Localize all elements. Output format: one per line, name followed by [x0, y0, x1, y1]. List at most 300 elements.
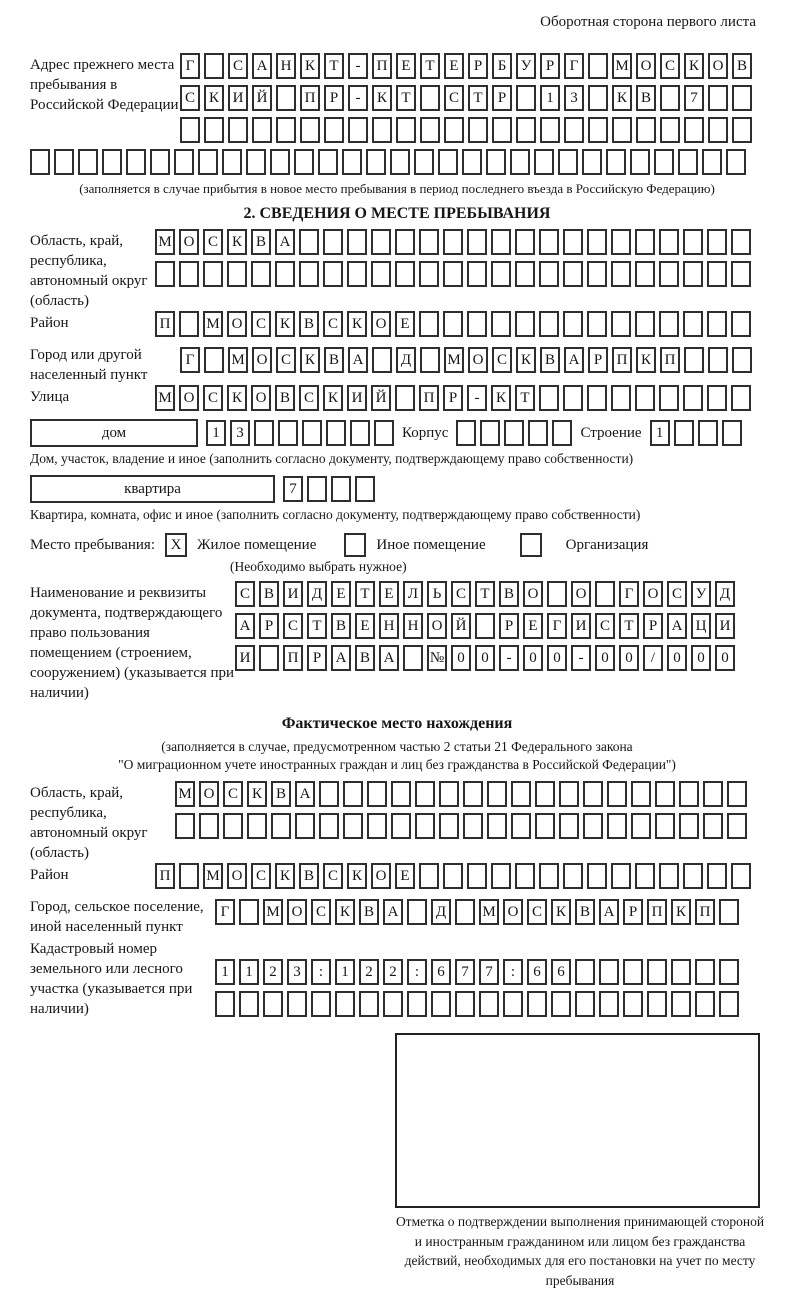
char-cell[interactable] — [371, 261, 391, 287]
char-cell[interactable] — [731, 229, 751, 255]
char-cell[interactable]: : — [407, 959, 427, 985]
char-cell[interactable] — [343, 781, 363, 807]
char-cell[interactable] — [534, 149, 554, 175]
char-cell[interactable] — [374, 420, 394, 446]
char-cell[interactable]: В — [499, 581, 519, 607]
char-cell[interactable] — [319, 813, 339, 839]
char-cell[interactable] — [623, 959, 643, 985]
char-cell[interactable]: О — [523, 581, 543, 607]
char-cell[interactable] — [636, 117, 656, 143]
apartment-type-box[interactable]: квартира — [30, 475, 275, 503]
char-cell[interactable] — [552, 420, 572, 446]
char-cell[interactable]: В — [271, 781, 291, 807]
char-cell[interactable]: П — [647, 899, 667, 925]
char-cell[interactable]: - — [348, 85, 368, 111]
char-cell[interactable] — [491, 261, 511, 287]
char-cell[interactable]: П — [612, 347, 632, 373]
char-cell[interactable]: Г — [180, 347, 200, 373]
char-cell[interactable] — [623, 991, 643, 1017]
char-cell[interactable] — [54, 149, 74, 175]
char-cell[interactable] — [347, 229, 367, 255]
char-cell[interactable]: 6 — [431, 959, 451, 985]
char-cell[interactable] — [468, 117, 488, 143]
char-cell[interactable] — [635, 261, 655, 287]
char-cell[interactable] — [635, 385, 655, 411]
char-cell[interactable]: О — [287, 899, 307, 925]
char-cell[interactable]: С — [251, 311, 271, 337]
char-cell[interactable] — [683, 229, 703, 255]
char-cell[interactable]: О — [571, 581, 591, 607]
char-cell[interactable]: А — [379, 645, 399, 671]
char-cell[interactable] — [611, 229, 631, 255]
char-cell[interactable] — [607, 813, 627, 839]
char-cell[interactable] — [227, 261, 247, 287]
char-cell[interactable]: С — [660, 53, 680, 79]
char-cell[interactable] — [659, 229, 679, 255]
char-cell[interactable] — [732, 117, 752, 143]
char-cell[interactable]: О — [199, 781, 219, 807]
char-cell[interactable] — [539, 311, 559, 337]
char-cell[interactable] — [659, 261, 679, 287]
char-cell[interactable] — [486, 149, 506, 175]
char-cell[interactable] — [407, 899, 427, 925]
char-cell[interactable]: Й — [252, 85, 272, 111]
char-cell[interactable] — [727, 781, 747, 807]
char-cell[interactable] — [318, 149, 338, 175]
char-cell[interactable] — [367, 781, 387, 807]
char-cell[interactable] — [707, 261, 727, 287]
char-cell[interactable] — [438, 149, 458, 175]
char-cell[interactable]: 0 — [547, 645, 567, 671]
char-cell[interactable]: С — [667, 581, 687, 607]
char-cell[interactable] — [299, 261, 319, 287]
char-cell[interactable] — [491, 863, 511, 889]
char-cell[interactable]: Б — [492, 53, 512, 79]
char-cell[interactable]: И — [571, 613, 591, 639]
char-cell[interactable] — [275, 261, 295, 287]
char-cell[interactable] — [444, 117, 464, 143]
char-cell[interactable] — [204, 347, 224, 373]
char-cell[interactable]: Т — [619, 613, 639, 639]
char-cell[interactable]: О — [468, 347, 488, 373]
char-cell[interactable]: Р — [324, 85, 344, 111]
char-cell[interactable]: П — [419, 385, 439, 411]
char-cell[interactable]: К — [300, 347, 320, 373]
char-cell[interactable] — [527, 991, 547, 1017]
char-cell[interactable] — [563, 261, 583, 287]
char-cell[interactable] — [707, 311, 727, 337]
char-cell[interactable] — [588, 85, 608, 111]
char-cell[interactable] — [403, 645, 423, 671]
char-cell[interactable]: Е — [331, 581, 351, 607]
char-cell[interactable]: Е — [395, 863, 415, 889]
char-cell[interactable]: С — [203, 385, 223, 411]
char-cell[interactable] — [588, 53, 608, 79]
char-cell[interactable]: Р — [468, 53, 488, 79]
char-cell[interactable]: К — [684, 53, 704, 79]
char-cell[interactable]: К — [612, 85, 632, 111]
char-cell[interactable] — [335, 991, 355, 1017]
char-cell[interactable] — [631, 813, 651, 839]
char-cell[interactable] — [467, 311, 487, 337]
char-cell[interactable] — [391, 781, 411, 807]
char-cell[interactable] — [467, 229, 487, 255]
char-cell[interactable] — [510, 149, 530, 175]
char-cell[interactable] — [511, 781, 531, 807]
char-cell[interactable] — [587, 385, 607, 411]
char-cell[interactable] — [611, 863, 631, 889]
char-cell[interactable] — [535, 813, 555, 839]
char-cell[interactable] — [311, 991, 331, 1017]
char-cell[interactable] — [606, 149, 626, 175]
char-cell[interactable]: А — [235, 613, 255, 639]
char-cell[interactable] — [455, 899, 475, 925]
char-cell[interactable]: Ц — [691, 613, 711, 639]
char-cell[interactable]: И — [235, 645, 255, 671]
char-cell[interactable] — [535, 781, 555, 807]
char-cell[interactable]: С — [228, 53, 248, 79]
char-cell[interactable]: С — [527, 899, 547, 925]
char-cell[interactable]: А — [599, 899, 619, 925]
char-cell[interactable] — [583, 781, 603, 807]
char-cell[interactable] — [439, 781, 459, 807]
char-cell[interactable]: 1 — [335, 959, 355, 985]
char-cell[interactable] — [678, 149, 698, 175]
char-cell[interactable] — [390, 149, 410, 175]
char-cell[interactable] — [563, 863, 583, 889]
char-cell[interactable]: К — [347, 311, 367, 337]
char-cell[interactable] — [367, 813, 387, 839]
char-cell[interactable] — [607, 781, 627, 807]
char-cell[interactable]: А — [383, 899, 403, 925]
char-cell[interactable] — [323, 229, 343, 255]
char-cell[interactable] — [359, 991, 379, 1017]
char-cell[interactable]: К — [227, 229, 247, 255]
char-cell[interactable]: Д — [715, 581, 735, 607]
char-cell[interactable] — [287, 991, 307, 1017]
char-cell[interactable] — [563, 311, 583, 337]
char-cell[interactable] — [660, 117, 680, 143]
char-cell[interactable] — [155, 261, 175, 287]
char-cell[interactable] — [78, 149, 98, 175]
char-cell[interactable] — [588, 117, 608, 143]
char-cell[interactable] — [503, 991, 523, 1017]
char-cell[interactable] — [420, 347, 440, 373]
char-cell[interactable]: И — [283, 581, 303, 607]
char-cell[interactable] — [575, 959, 595, 985]
char-cell[interactable]: О — [227, 311, 247, 337]
char-cell[interactable]: М — [155, 385, 175, 411]
char-cell[interactable] — [575, 991, 595, 1017]
char-cell[interactable] — [326, 420, 346, 446]
char-cell[interactable]: П — [660, 347, 680, 373]
checkbox-organizacia[interactable] — [520, 533, 542, 557]
char-cell[interactable]: К — [551, 899, 571, 925]
char-cell[interactable] — [659, 311, 679, 337]
char-cell[interactable] — [150, 149, 170, 175]
char-cell[interactable] — [539, 385, 559, 411]
char-cell[interactable] — [302, 420, 322, 446]
char-cell[interactable]: О — [708, 53, 728, 79]
char-cell[interactable] — [630, 149, 650, 175]
char-cell[interactable] — [179, 863, 199, 889]
char-cell[interactable] — [467, 261, 487, 287]
char-cell[interactable]: 0 — [451, 645, 471, 671]
char-cell[interactable] — [731, 863, 751, 889]
char-cell[interactable] — [563, 385, 583, 411]
char-cell[interactable]: Р — [588, 347, 608, 373]
char-cell[interactable] — [540, 117, 560, 143]
char-cell[interactable]: П — [372, 53, 392, 79]
char-cell[interactable] — [323, 261, 343, 287]
char-cell[interactable] — [407, 991, 427, 1017]
char-cell[interactable] — [647, 991, 667, 1017]
char-cell[interactable] — [419, 863, 439, 889]
char-cell[interactable] — [727, 813, 747, 839]
char-cell[interactable]: П — [300, 85, 320, 111]
char-cell[interactable]: М — [263, 899, 283, 925]
char-cell[interactable] — [679, 781, 699, 807]
char-cell[interactable]: 0 — [715, 645, 735, 671]
char-cell[interactable] — [655, 813, 675, 839]
char-cell[interactable] — [307, 476, 327, 502]
char-cell[interactable]: Г — [619, 581, 639, 607]
checkbox-zhiloe[interactable]: X — [165, 533, 187, 557]
char-cell[interactable] — [707, 385, 727, 411]
char-cell[interactable] — [215, 991, 235, 1017]
char-cell[interactable] — [504, 420, 524, 446]
char-cell[interactable] — [708, 117, 728, 143]
char-cell[interactable]: В — [359, 899, 379, 925]
char-cell[interactable] — [631, 781, 651, 807]
char-cell[interactable]: Д — [431, 899, 451, 925]
char-cell[interactable] — [204, 53, 224, 79]
char-cell[interactable] — [679, 813, 699, 839]
char-cell[interactable] — [198, 149, 218, 175]
char-cell[interactable]: П — [695, 899, 715, 925]
char-cell[interactable]: - — [499, 645, 519, 671]
char-cell[interactable] — [559, 813, 579, 839]
char-cell[interactable] — [251, 261, 271, 287]
char-cell[interactable] — [252, 117, 272, 143]
char-cell[interactable] — [515, 311, 535, 337]
char-cell[interactable] — [683, 863, 703, 889]
char-cell[interactable] — [515, 261, 535, 287]
char-cell[interactable] — [343, 813, 363, 839]
char-cell[interactable]: С — [323, 863, 343, 889]
char-cell[interactable]: 1 — [650, 420, 670, 446]
char-cell[interactable] — [480, 420, 500, 446]
char-cell[interactable] — [635, 311, 655, 337]
char-cell[interactable]: К — [671, 899, 691, 925]
char-cell[interactable] — [671, 991, 691, 1017]
char-cell[interactable]: Е — [396, 53, 416, 79]
char-cell[interactable] — [203, 261, 223, 287]
char-cell[interactable] — [383, 991, 403, 1017]
char-cell[interactable] — [204, 117, 224, 143]
char-cell[interactable]: 1 — [540, 85, 560, 111]
char-cell[interactable] — [491, 311, 511, 337]
char-cell[interactable]: Р — [259, 613, 279, 639]
char-cell[interactable]: Д — [396, 347, 416, 373]
char-cell[interactable] — [674, 420, 694, 446]
char-cell[interactable]: / — [643, 645, 663, 671]
char-cell[interactable]: В — [275, 385, 295, 411]
char-cell[interactable] — [491, 229, 511, 255]
char-cell[interactable]: Ь — [427, 581, 447, 607]
char-cell[interactable]: С — [235, 581, 255, 607]
char-cell[interactable]: № — [427, 645, 447, 671]
char-cell[interactable] — [558, 149, 578, 175]
char-cell[interactable] — [726, 149, 746, 175]
char-cell[interactable] — [683, 311, 703, 337]
char-cell[interactable] — [702, 149, 722, 175]
char-cell[interactable] — [707, 229, 727, 255]
char-cell[interactable] — [732, 85, 752, 111]
char-cell[interactable]: Д — [307, 581, 327, 607]
char-cell[interactable]: Р — [307, 645, 327, 671]
char-cell[interactable]: 0 — [475, 645, 495, 671]
char-cell[interactable]: О — [251, 385, 271, 411]
char-cell[interactable]: А — [252, 53, 272, 79]
char-cell[interactable]: У — [516, 53, 536, 79]
char-cell[interactable]: К — [227, 385, 247, 411]
char-cell[interactable]: К — [204, 85, 224, 111]
char-cell[interactable]: П — [155, 863, 175, 889]
char-cell[interactable]: В — [299, 863, 319, 889]
char-cell[interactable]: Г — [564, 53, 584, 79]
char-cell[interactable] — [719, 991, 739, 1017]
char-cell[interactable] — [587, 229, 607, 255]
char-cell[interactable] — [439, 813, 459, 839]
char-cell[interactable] — [708, 347, 728, 373]
char-cell[interactable] — [180, 117, 200, 143]
char-cell[interactable]: С — [311, 899, 331, 925]
char-cell[interactable] — [516, 117, 536, 143]
char-cell[interactable] — [479, 991, 499, 1017]
char-cell[interactable] — [511, 813, 531, 839]
char-cell[interactable]: С — [283, 613, 303, 639]
char-cell[interactable] — [179, 311, 199, 337]
char-cell[interactable]: С — [276, 347, 296, 373]
char-cell[interactable]: С — [223, 781, 243, 807]
char-cell[interactable]: С — [451, 581, 471, 607]
char-cell[interactable]: С — [492, 347, 512, 373]
char-cell[interactable] — [559, 781, 579, 807]
char-cell[interactable] — [695, 991, 715, 1017]
char-cell[interactable] — [179, 261, 199, 287]
char-cell[interactable] — [371, 229, 391, 255]
char-cell[interactable] — [347, 261, 367, 287]
char-cell[interactable]: А — [564, 347, 584, 373]
char-cell[interactable] — [659, 385, 679, 411]
char-cell[interactable]: В — [331, 613, 351, 639]
char-cell[interactable]: Е — [523, 613, 543, 639]
char-cell[interactable] — [463, 781, 483, 807]
char-cell[interactable]: В — [324, 347, 344, 373]
char-cell[interactable]: 7 — [455, 959, 475, 985]
char-cell[interactable]: И — [715, 613, 735, 639]
char-cell[interactable] — [708, 85, 728, 111]
char-cell[interactable] — [539, 229, 559, 255]
char-cell[interactable] — [443, 863, 463, 889]
char-cell[interactable]: - — [467, 385, 487, 411]
char-cell[interactable] — [239, 899, 259, 925]
char-cell[interactable]: О — [227, 863, 247, 889]
char-cell[interactable] — [698, 420, 718, 446]
char-cell[interactable] — [684, 117, 704, 143]
char-cell[interactable] — [463, 813, 483, 839]
char-cell[interactable] — [396, 117, 416, 143]
char-cell[interactable]: Н — [403, 613, 423, 639]
char-cell[interactable] — [247, 813, 267, 839]
char-cell[interactable] — [654, 149, 674, 175]
char-cell[interactable]: 7 — [479, 959, 499, 985]
char-cell[interactable] — [684, 347, 704, 373]
char-cell[interactable]: Н — [276, 53, 296, 79]
char-cell[interactable] — [660, 85, 680, 111]
char-cell[interactable]: Р — [492, 85, 512, 111]
char-cell[interactable]: Й — [451, 613, 471, 639]
char-cell[interactable]: 0 — [691, 645, 711, 671]
char-cell[interactable]: - — [348, 53, 368, 79]
char-cell[interactable] — [419, 229, 439, 255]
char-cell[interactable] — [492, 117, 512, 143]
char-cell[interactable] — [420, 85, 440, 111]
char-cell[interactable]: К — [636, 347, 656, 373]
char-cell[interactable] — [611, 385, 631, 411]
char-cell[interactable] — [731, 261, 751, 287]
char-cell[interactable]: С — [251, 863, 271, 889]
char-cell[interactable] — [366, 149, 386, 175]
char-cell[interactable]: И — [347, 385, 367, 411]
char-cell[interactable] — [319, 781, 339, 807]
char-cell[interactable] — [126, 149, 146, 175]
char-cell[interactable] — [683, 385, 703, 411]
char-cell[interactable] — [223, 813, 243, 839]
char-cell[interactable] — [719, 899, 739, 925]
char-cell[interactable] — [599, 991, 619, 1017]
char-cell[interactable] — [239, 991, 259, 1017]
house-type-box[interactable]: дом — [30, 419, 198, 447]
char-cell[interactable] — [276, 117, 296, 143]
char-cell[interactable] — [395, 229, 415, 255]
char-cell[interactable] — [199, 813, 219, 839]
char-cell[interactable]: К — [275, 311, 295, 337]
char-cell[interactable] — [276, 85, 296, 111]
char-cell[interactable]: М — [612, 53, 632, 79]
char-cell[interactable]: О — [643, 581, 663, 607]
char-cell[interactable]: Т — [515, 385, 535, 411]
char-cell[interactable]: 0 — [523, 645, 543, 671]
char-cell[interactable]: Р — [643, 613, 663, 639]
char-cell[interactable]: К — [247, 781, 267, 807]
char-cell[interactable]: 7 — [684, 85, 704, 111]
char-cell[interactable] — [722, 420, 742, 446]
char-cell[interactable]: 2 — [263, 959, 283, 985]
char-cell[interactable]: С — [299, 385, 319, 411]
char-cell[interactable] — [635, 863, 655, 889]
char-cell[interactable]: Р — [499, 613, 519, 639]
char-cell[interactable] — [671, 959, 691, 985]
char-cell[interactable]: Т — [324, 53, 344, 79]
char-cell[interactable]: М — [228, 347, 248, 373]
char-cell[interactable]: О — [427, 613, 447, 639]
char-cell[interactable]: 2 — [359, 959, 379, 985]
char-cell[interactable]: У — [691, 581, 711, 607]
char-cell[interactable]: 7 — [283, 476, 303, 502]
char-cell[interactable] — [462, 149, 482, 175]
